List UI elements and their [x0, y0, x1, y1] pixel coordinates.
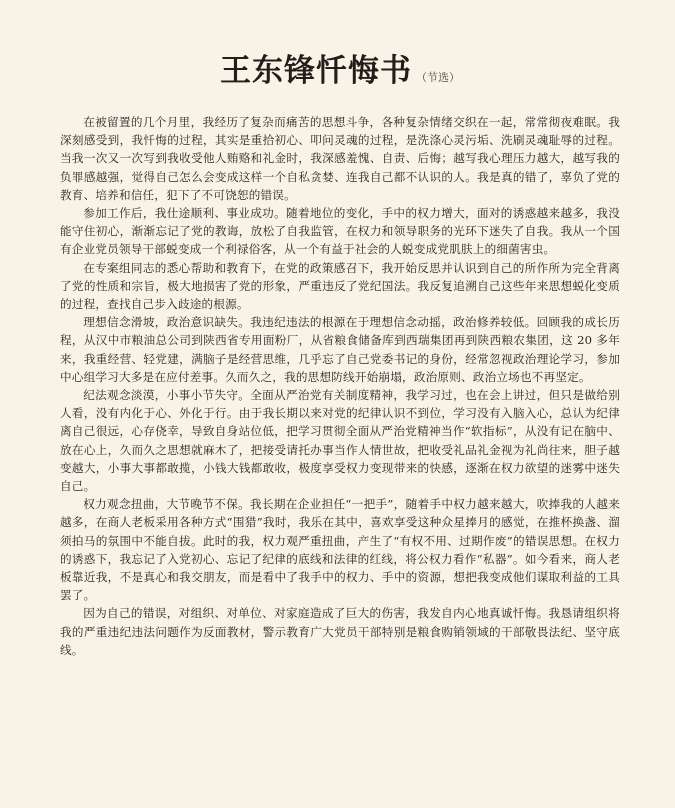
document-subtitle: （节选）: [416, 71, 460, 84]
paragraph: 参加工作后，我仕途顺利、事业成功。随着地位的变化，手中的权力增大，面对的诱惑越来越多，我没能守住初心，渐渐忘记了党的教诲，放松了自我监管，在权力和领导职务的光环下迷失了自我。我从一个国有企业党员领导干部蜕变成一个利禄俗客，从一个有益于社会的人蜕变成党肌肤上的细菌害虫。: [60, 206, 620, 257]
paragraph: 权力观念扭曲，大节晚节不保。我长期在企业担任“一把手”，随着手中权力越来越大，吹捧我的人越来越多，在商人老板采用各种方式“围猎”我时，我乐在其中，喜欢享受这种众星捧月的感觉，在推杯换盏、溜须拍马的氛围中不能自拔。此时的我，权力观严重扭曲，产生了“有权不用、过期作废”的错误思想。在权力的诱惑下，我忘记了入党初心、忘记了纪律的底线和法律的红线，将公权力看作“私器”。如今看来，商人老板靠近我，不是真心和我交朋友，而是看中了我手中的权力、手中的资源，想把我变成他们谋取利益的工具罢了。: [60, 497, 620, 603]
paragraph: 理想信念滑坡，政治意识缺失。我违纪违法的根源在于理想信念动摇，政治修养较低。回顾我的成长历程，从汉中市粮油总公司到陕西省专用面粉厂，从省粮食储备库到西瑞集团再到陕西粮农集团，这 20 多年来，我重经营、轻党建，满脑子是经营思维，几乎忘了自己党委书记的身份，经常忽视政治理论学习，参加中心组学习大多是在应付差事。久而久之，我的思想防线开始崩塌，政治原则、政治立场也不再坚定。: [60, 315, 620, 384]
document-body: [60, 113, 620, 659]
paragraph: 因为自己的错误，对组织、对单位、对家庭造成了巨大的伤害，我发自内心地真诚忏悔。我恳请组织将我的严重违纪违法问题作为反面教材，警示教育广大党员干部特别是粮食购销领域的干部敬畏法纪、坚守底线。: [60, 606, 620, 657]
title-row: [60, 53, 620, 89]
document-title: 王东锋忏悔书: [220, 53, 412, 89]
paragraph: 在被留置的几个月里，我经历了复杂而痛苦的思想斗争，各种复杂情绪交织在一起，常常彻夜难眠。我深刻感受到，我忏悔的过程，其实是重拾初心、叩问灵魂的过程，是洗涤心灵污垢、洗刷灵魂耻辱的过程。当我一次又一次写到我收受他人贿赂和礼金时，我深感羞愧、自责、后悔；越写我心理压力越大，越写我的负罪感越强，觉得自己怎么会变成这样一个自私贪婪、连我自己都不认识的人。我是真的错了，辜负了党的教育、培养和信任，犯下了不可饶恕的错误。: [60, 115, 620, 202]
paragraph: 纪法观念淡漠，小事小节失守。全面从严治党有关制度精神，我学习过，也在会上讲过，但只是做给别人看，没有内化于心、外化于行。由于我长期以来对党的纪律认识不到位，学习没有入脑入心，总认为纪律离自己很远，心存侥幸，导致自身站位低，把学习贯彻全面从严治党精神当作“软指标”，从没有记在脑中、放在心上，久而久之思想就麻木了，把接受请托办事当作人情世故，把收受礼品礼金视为礼尚往来，胆子越变越大，小事大事都敢揽，小钱大钱都敢收，极度享受权力变现带来的快感，逐渐在权力欲望的迷雾中迷失自己。: [60, 388, 620, 494]
paragraph: 在专案组同志的悉心帮助和教育下，在党的政策感召下，我开始反思并认识到自己的所作所为完全背离了党的性质和宗旨，极大地损害了党的形象，严重违反了党纪国法。我反复追溯自己这些年来思想蜕化变质的过程，查找自己步入歧途的根源。: [60, 260, 620, 312]
